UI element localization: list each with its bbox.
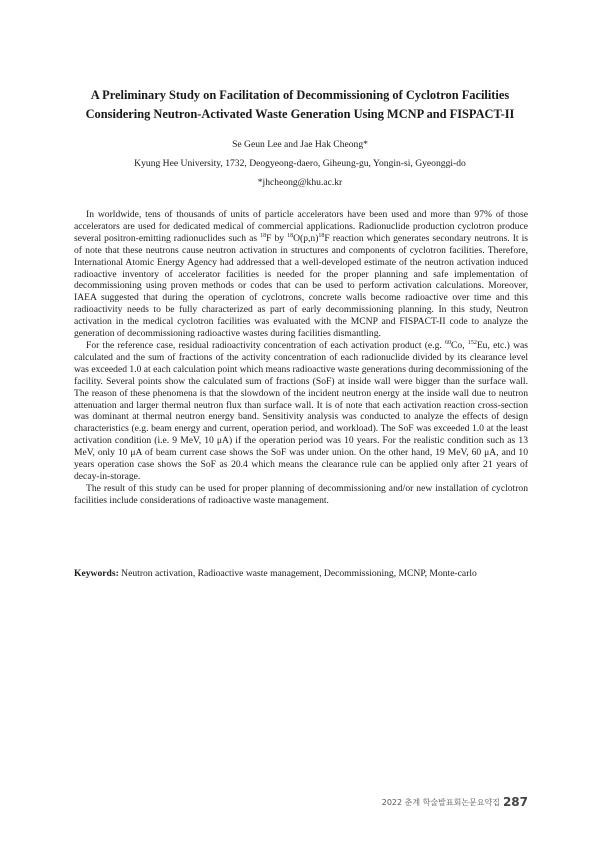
p1-text-b: F by	[266, 232, 288, 244]
keywords-text: Neutron activation, Radioactive waste management, Decommissioning, MCNP, Monte-carlo	[118, 568, 477, 579]
p2-text-c: Eu, etc.) was calculated and the sum of fractions of the activity concentration of each radionuclide divided by its clearance level was exceeded 1.0 at each calculation point which means radioactive waste generations during decommissioning of the facility. Several points show the calculated sum of fractions (SoF) at inside wall were bigger than the surface wall. The reason of these phenomena is that the slowdown of the incident neutron energy at the inside wall due to neutron attenuation and larger thermal neutron flux than surface wall. It is of note that each activation reaction cross-section was dominant at thermal neutron energy band. Sensitivity analysis was conducted to analyze the effects of design characteristics (e.g. beam energy and current, operation period, and workload). The SoF was exceeded 1.0 at the least activation condition (i.e. 9 MeV, 10 μA) if the operation period was 10 years. For the realistic condition such as 13 MeV, only 10 μA of beam current case shows the SoF was under union. On the other hand, 19 MeV, 60 μA, and 10 years operation case shows the SoF as 20.4 which means the clearance rule can be applied only after 21 years of decay-in-storage.	[74, 339, 528, 482]
keywords	[74, 568, 528, 580]
keywords-label: Keywords:	[74, 568, 119, 579]
page-number: 287	[502, 795, 528, 809]
paper-title	[40, 86, 560, 124]
abstract-paragraph-1	[74, 209, 528, 340]
p2-sup-1: 60	[445, 339, 451, 346]
title-line-2: Considering Neutron-Activated Waste Generation Using MCNP and FISPACT-II	[85, 107, 515, 121]
p2-text-a: For the reference case, residual radioactivity concentration of each activation product (e.g.	[86, 339, 445, 351]
p1-text-a: In worldwide, tens of thousands of units of particle accelerators have been used and more than 97% of those accelerators are used for dedicated medical of commercial applications. Radionuclide production cyclotron produce several positron-emitting radionuclides such as	[74, 209, 528, 244]
abstract-paragraph-3: The result of this study can be used for proper planning of decommissioning and/or new installation of cyclotron facilities include considerations of radioactive waste management.	[74, 482, 528, 506]
p1-text-c: O(p,n)	[293, 232, 319, 244]
p1-sup-1: 18	[260, 232, 267, 239]
abstract-body	[74, 209, 528, 507]
p2-text-b: Co,	[451, 339, 468, 351]
p2-sup-2: 152	[467, 339, 477, 346]
title-line-1: A Preliminary Study on Facilitation of Decommissioning of Cyclotron Facilities	[90, 88, 510, 102]
affiliation: Kyung Hee University, 1732, Deogyeong-daero, Giheung-gu, Yongin-si, Gyeonggi-do	[134, 158, 466, 169]
page-footer	[382, 791, 528, 810]
p1-sup-3: 18	[318, 232, 325, 239]
abstract-paragraph-2	[74, 340, 528, 483]
authors: Se Geun Lee and Jae Hak Cheong*	[232, 139, 368, 150]
p1-sup-2: 18	[287, 232, 294, 239]
corresponding-email[interactable]: *jhcheong@khu.ac.kr	[257, 177, 343, 188]
p1-text-d: F reaction which generates secondary neutrons. It is of note that these neutrons cause neutron activation in structures and components of cyclotron facilities. Therefore, International Atomic Energy Agency had addressed that a well-developed estimate of the neutron activation induced radioactive inventory of accelerator facilities is needed for the proper planning and safe implementation of decommissioning using proven methods or codes that can be used to perform activation calculations. Moreover, IAEA suggested that during the operation of cyclotrons, concrete walls become radioactive over time and this radioactivity needs to be fully characterized as part of early decommissioning planning. In this study, Neutron activation in the medical cyclotron facilities was evaluated with the MCNP and FISPACT-II code to analyze the generation of decommissioning radioactive wastes during facilities dismantling.	[74, 232, 528, 340]
proceedings-title: 2022 춘계 학술발표회논문요약집	[381, 798, 500, 807]
